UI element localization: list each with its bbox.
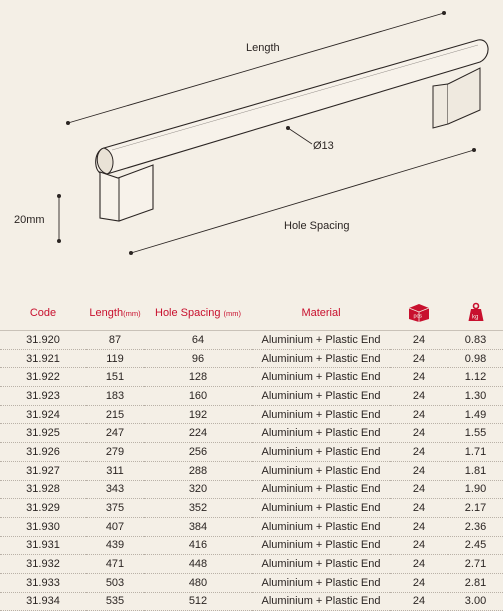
cell-code: 31.932 [0,555,86,574]
cell-length: 119 [86,349,144,368]
pcs-icon-text: pcs [413,313,423,319]
table-row [0,405,503,424]
box-pcs-icon [406,301,432,326]
table-row [0,573,503,592]
cell-kg: 2.17 [448,499,503,518]
height-label: 20mm [14,214,45,226]
hole-spacing-label: Hole Spacing [284,220,350,232]
handle-technical-drawing [0,0,503,290]
cell-pcs: 24 [390,405,448,424]
cell-code: 31.920 [0,331,86,350]
cell-length: 439 [86,536,144,555]
cell-material: Aluminium + Plastic End [252,461,390,480]
kg-icon-text: kg [471,314,478,320]
cell-code: 31.921 [0,349,86,368]
cell-kg: 1.49 [448,405,503,424]
cell-hole-spacing: 128 [144,368,252,387]
table-row [0,331,503,350]
table-row [0,368,503,387]
cell-length: 247 [86,424,144,443]
length-dimension-dot-right [442,11,446,15]
cell-pcs: 24 [390,387,448,406]
table-row [0,536,503,555]
cell-kg: 1.81 [448,461,503,480]
cell-pcs: 24 [390,443,448,462]
table-row [0,461,503,480]
header-code: Code [0,296,86,331]
cell-length: 407 [86,517,144,536]
cell-hole-spacing: 480 [144,573,252,592]
cell-pcs: 24 [390,555,448,574]
cell-material: Aluminium + Plastic End [252,499,390,518]
cell-material: Aluminium + Plastic End [252,480,390,499]
height-dimension-dot-top [57,194,61,198]
table-row [0,517,503,536]
cell-length: 343 [86,480,144,499]
cell-pcs: 24 [390,536,448,555]
cell-material: Aluminium + Plastic End [252,387,390,406]
cell-kg: 0.83 [448,331,503,350]
cell-hole-spacing: 288 [144,461,252,480]
cell-kg: 1.71 [448,443,503,462]
cell-material: Aluminium + Plastic End [252,331,390,350]
cell-kg: 1.90 [448,480,503,499]
length-dimension-dot-left [66,121,70,125]
cell-hole-spacing: 416 [144,536,252,555]
cell-code: 31.933 [0,573,86,592]
cell-pcs: 24 [390,592,448,611]
cell-material: Aluminium + Plastic End [252,555,390,574]
cell-hole-spacing: 64 [144,331,252,350]
table-row [0,424,503,443]
cell-kg: 1.55 [448,424,503,443]
cell-code: 31.926 [0,443,86,462]
hole-spacing-dot-right [472,148,476,152]
cell-hole-spacing: 192 [144,405,252,424]
diameter-leader-line [288,128,312,144]
cell-code: 31.927 [0,461,86,480]
cell-kg: 2.45 [448,536,503,555]
cell-pcs: 24 [390,480,448,499]
weight-kg-icon [467,302,485,325]
cell-hole-spacing: 224 [144,424,252,443]
cell-length: 471 [86,555,144,574]
cell-length: 87 [86,331,144,350]
cell-pcs: 24 [390,517,448,536]
cell-pcs: 24 [390,331,448,350]
cell-code: 31.934 [0,592,86,611]
cell-pcs: 24 [390,349,448,368]
cell-kg: 2.71 [448,555,503,574]
cell-hole-spacing: 448 [144,555,252,574]
table-body [0,331,503,611]
cell-material: Aluminium + Plastic End [252,517,390,536]
cell-hole-spacing: 160 [144,387,252,406]
table-row [0,480,503,499]
cell-length: 503 [86,573,144,592]
cell-kg: 1.12 [448,368,503,387]
header-pcs [390,296,448,331]
table-row [0,387,503,406]
cell-kg: 2.81 [448,573,503,592]
cell-hole-spacing: 384 [144,517,252,536]
cell-hole-spacing: 512 [144,592,252,611]
cell-code: 31.928 [0,480,86,499]
cell-length: 183 [86,387,144,406]
cell-material: Aluminium + Plastic End [252,573,390,592]
cell-length: 311 [86,461,144,480]
header-material: Material [252,296,390,331]
table-row [0,555,503,574]
header-hole-spacing-text: Hole Spacing [155,307,221,319]
handle-bar [96,40,488,175]
cell-code: 31.931 [0,536,86,555]
cell-hole-spacing: 256 [144,443,252,462]
hole-spacing-dot-left [129,251,133,255]
cell-kg: 1.30 [448,387,503,406]
hole-spacing-dimension-line [131,150,474,253]
cell-code: 31.924 [0,405,86,424]
handle-right-leg [433,84,448,128]
header-length-text: Length [89,307,124,319]
cell-pcs: 24 [390,499,448,518]
header-hole-spacing-unit: (mm) [223,309,241,318]
cell-code: 31.922 [0,368,86,387]
cell-code: 31.923 [0,387,86,406]
cell-pcs: 24 [390,461,448,480]
height-dimension-dot-bottom [57,239,61,243]
table-row [0,443,503,462]
length-label: Length [246,42,280,54]
table-header-row [0,296,503,331]
cell-kg: 3.00 [448,592,503,611]
table-row [0,499,503,518]
header-hole-spacing [144,296,252,331]
table-row [0,592,503,611]
cell-code: 31.929 [0,499,86,518]
cell-material: Aluminium + Plastic End [252,592,390,611]
cell-code: 31.930 [0,517,86,536]
table-row [0,349,503,368]
cell-hole-spacing: 352 [144,499,252,518]
specification-table [0,296,503,611]
cell-material: Aluminium + Plastic End [252,424,390,443]
cell-material: Aluminium + Plastic End [252,368,390,387]
cell-kg: 0.98 [448,349,503,368]
cell-material: Aluminium + Plastic End [252,349,390,368]
cell-hole-spacing: 96 [144,349,252,368]
header-length-unit: (mm) [123,309,141,318]
header-length [86,296,144,331]
diameter-label: Ø13 [313,140,334,152]
cell-pcs: 24 [390,368,448,387]
cell-hole-spacing: 320 [144,480,252,499]
cell-length: 215 [86,405,144,424]
cell-kg: 2.36 [448,517,503,536]
cell-material: Aluminium + Plastic End [252,536,390,555]
cell-material: Aluminium + Plastic End [252,443,390,462]
cell-material: Aluminium + Plastic End [252,405,390,424]
cell-pcs: 24 [390,573,448,592]
cell-length: 375 [86,499,144,518]
cell-length: 279 [86,443,144,462]
cell-length: 535 [86,592,144,611]
cell-length: 151 [86,368,144,387]
cell-code: 31.925 [0,424,86,443]
header-kg [448,296,503,331]
cell-pcs: 24 [390,424,448,443]
